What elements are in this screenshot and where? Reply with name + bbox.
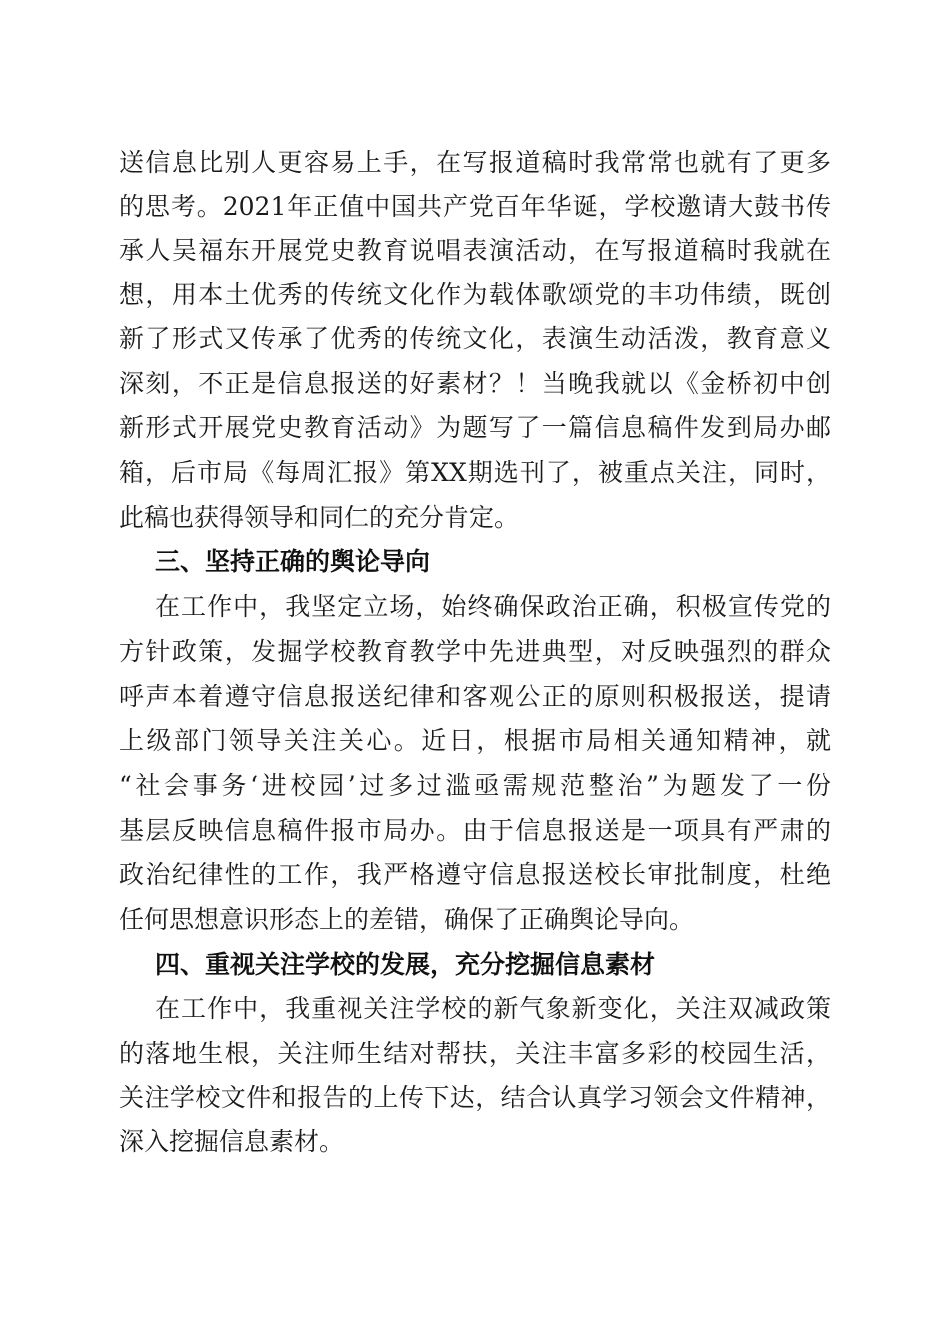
paragraph-line: 任何思想意识形态上的差错，确保了正确舆论导向。 <box>119 905 695 934</box>
paragraph-line: 承人吴福东开展党史教育说唱表演活动，在写报道稿时我就在 <box>119 236 831 265</box>
paragraph-line: 基层反映信息稿件报市局办。由于信息报送是一项具有严肃的 <box>119 816 831 845</box>
paragraph-line: 方针政策，发掘学校教育教学中先进典型，对反映强烈的群众 <box>119 637 831 666</box>
paragraph-line: 政治纪律性的工作，我严格遵守信息报送校长审批制度，杜绝 <box>119 860 831 889</box>
section-heading-3: 三、坚持正确的舆论导向 <box>155 547 431 576</box>
paragraph-line: 箱，后市局《每周汇报》第XX期选刊了，被重点关注，同时， <box>119 458 831 487</box>
paragraph-line: 的思考。2021年正值中国共产党百年华诞，学校邀请大鼓书传 <box>119 192 831 221</box>
paragraph-line: 送信息比别人更容易上手，在写报道稿时我常常也就有了更多 <box>119 148 831 177</box>
paragraph-line: 新了形式又传承了优秀的传统文化，表演生动活泼，教育意义 <box>119 324 831 353</box>
paragraph-line: 想，用本土优秀的传统文化作为载体歌颂党的丰功伟绩，既创 <box>119 280 831 309</box>
paragraph-line: 的落地生根，关注师生结对帮扶，关注丰富多彩的校园生活， <box>119 1039 831 1068</box>
paragraph-line: 深刻，不正是信息报送的好素材？！当晚我就以《金桥初中创 <box>119 369 831 398</box>
paragraph-line: 关注学校文件和报告的上传下达，结合认真学习领会文件精神， <box>119 1083 831 1112</box>
paragraph-line: 在工作中，我坚定立场，始终确保政治正确，积极宣传党的 <box>155 592 831 621</box>
section-heading-4: 四、重视关注学校的发展，充分挖掘信息素材 <box>155 950 656 979</box>
paragraph-line: 此稿也获得领导和同仁的充分肯定。 <box>119 503 520 532</box>
paragraph-line: 深入挖掘信息素材。 <box>119 1127 345 1156</box>
paragraph-line: “社会事务‘进校园’过多过滥亟需规范整治”为题发了一份 <box>119 771 831 800</box>
paragraph-line: 在工作中，我重视关注学校的新气象新变化，关注双减政策 <box>155 994 831 1023</box>
paragraph-line: 上级部门领导关注关心。近日，根据市局相关通知精神，就 <box>119 726 831 755</box>
paragraph-line: 呼声本着遵守信息报送纪律和客观公正的原则积极报送，提请 <box>119 682 831 711</box>
paragraph-line: 新形式开展党史教育活动》为题写了一篇信息稿件发到局办邮 <box>119 413 831 442</box>
